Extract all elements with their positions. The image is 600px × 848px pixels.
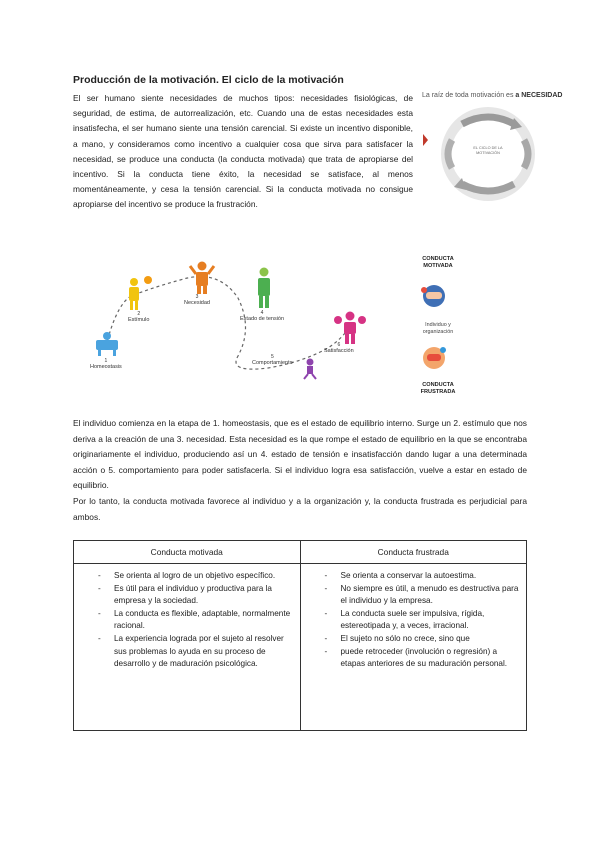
motivated-cell bbox=[74, 564, 301, 731]
behavior-figure-icon bbox=[304, 359, 316, 380]
side-label-frustrated: CONDUCTA FRUSTRADA bbox=[420, 382, 456, 395]
step-behavior bbox=[252, 354, 293, 366]
step-label-text: Estado de tensión bbox=[240, 316, 285, 322]
side-label-middle: Individuo y organización bbox=[422, 322, 454, 335]
step-number: 3 bbox=[195, 294, 199, 300]
step-satisfaction bbox=[324, 342, 354, 354]
step-number: 6 bbox=[337, 342, 341, 348]
step-label-text: Necesidad bbox=[184, 300, 210, 306]
cycle-arrow-bottom bbox=[462, 184, 514, 191]
header-frustrated: Conducta frustrada bbox=[300, 541, 527, 564]
motivated-list bbox=[80, 570, 294, 671]
cycle-arrow-top bbox=[462, 117, 514, 124]
step-need bbox=[184, 294, 210, 306]
step-number: 2 bbox=[137, 311, 141, 317]
conduct-side-figure bbox=[410, 256, 466, 402]
table-row bbox=[74, 564, 527, 731]
cycle-arrow-right bbox=[524, 140, 528, 168]
intro-paragraph: El ser humano siente necesidades de muchos tipos: necesidades fisiológicas, de seguridad, de estima, de autorrealización, etc. Cuando una de estas necesidades esta insatisfecha, el ser humano siente una tensión carencial. Si existe un incentivo disponible, a mano, y consideramos como incentivo a cualquier cosa que sirva para satisfacer la necesidad, se produce una conducta (la conducta motivada) que trata de apropiarse del incentivo. Si la conducta tiene éxito, la necesidad se satisface, al menos momentáneamente, y cesa la tensión carencial. Si la conducta motivada no consigue apropiarse del incentivo se produce la frustración. bbox=[73, 93, 413, 210]
step-label-text: Satisfacción bbox=[324, 348, 354, 354]
table-header-row bbox=[74, 541, 527, 564]
process-illustration bbox=[88, 258, 388, 380]
step-number: 4 bbox=[260, 310, 264, 316]
header-motivated: Conducta motivada bbox=[74, 541, 301, 564]
list-item: - puede retroceder (involución o regresión) a etapas anteriores de su maduración personal. bbox=[307, 646, 521, 671]
motivation-cycle-figure bbox=[422, 92, 582, 204]
step-label-text: Estímulo bbox=[128, 317, 150, 323]
cycle-title-prefix: La raíz de toda motivación es bbox=[422, 92, 514, 99]
conclusion-paragraph: Por lo tanto, la conducta motivada favorece al individuo y a la organización y, la conducta frustrada es perjudicial para ambos. bbox=[73, 495, 527, 522]
step-label-text: Comportamiento bbox=[252, 360, 293, 366]
comparison-table bbox=[73, 540, 527, 731]
homeostasis-figure-icon bbox=[96, 332, 118, 356]
cycle-center-label: EL CICLO DE LA MOTIVACIÓN bbox=[473, 146, 503, 155]
cycle-title-strong: a NECESIDAD bbox=[515, 92, 563, 99]
step-stimulus bbox=[128, 311, 149, 323]
section-title: Producción de la motivación. El ciclo de la motivación bbox=[73, 74, 344, 86]
list-item: - No siempre es útil, a menudo es destructiva para el individuo y la empresa. bbox=[307, 583, 521, 608]
list-item: - Se orienta al logro de un objetivo específico. bbox=[80, 570, 294, 583]
tension-figure-icon bbox=[258, 268, 270, 309]
satisfaction-figure-icon bbox=[334, 312, 366, 345]
frustrated-list bbox=[307, 570, 521, 671]
frustrated-hands-icon bbox=[423, 347, 446, 369]
step-homeostasis bbox=[90, 358, 122, 370]
step-tension bbox=[240, 310, 284, 322]
side-label-motivated: CONDUCTA MOTIVADA bbox=[422, 256, 454, 269]
explanation-text bbox=[73, 416, 527, 525]
list-item: - La experiencia lograda por el sujeto al resolver sus problemas lo ayuda en su proceso de desarrollo y de maduración psicológica. bbox=[80, 633, 294, 671]
handshake-icon bbox=[421, 285, 445, 307]
list-item: - Es útil para el individuo y productiva para la empresa y la sociedad. bbox=[80, 583, 294, 608]
list-item: - El sujeto no sólo no crece, sino que bbox=[307, 633, 521, 646]
step-label-text: Homeostasis bbox=[90, 364, 122, 370]
cycle-red-marker bbox=[423, 134, 428, 146]
explanation-paragraph: El individuo comienza en la etapa de 1. homeostasis, que es el estado de equilibrio interno. Surge un 2. estímulo que nos deriva a la creación de una 3. necesidad. Esta necesidad es la que rompe el estado de equilibrio en la que se encontraba originariamente el individuo, produciendo así un 4. estado de tensión e insatisfacción dando lugar a una determinada acción o 5. comportamiento para poder satisfacerla. Si el individuo logra esa satisfacción, vuelve a estar en estado de equilibrio. bbox=[73, 418, 527, 491]
list-item: - La conducta suele ser impulsiva, rígida, estereotipada y, a veces, irracional. bbox=[307, 608, 521, 633]
step-number: 1 bbox=[104, 358, 108, 364]
frustrated-cell bbox=[300, 564, 527, 731]
list-item: - Se orienta a conservar la autoestima. bbox=[307, 570, 521, 583]
cycle-arrow-left bbox=[448, 140, 452, 168]
step-number: 5 bbox=[270, 354, 274, 360]
list-item: - La conducta es flexible, adaptable, normalmente racional. bbox=[80, 608, 294, 633]
